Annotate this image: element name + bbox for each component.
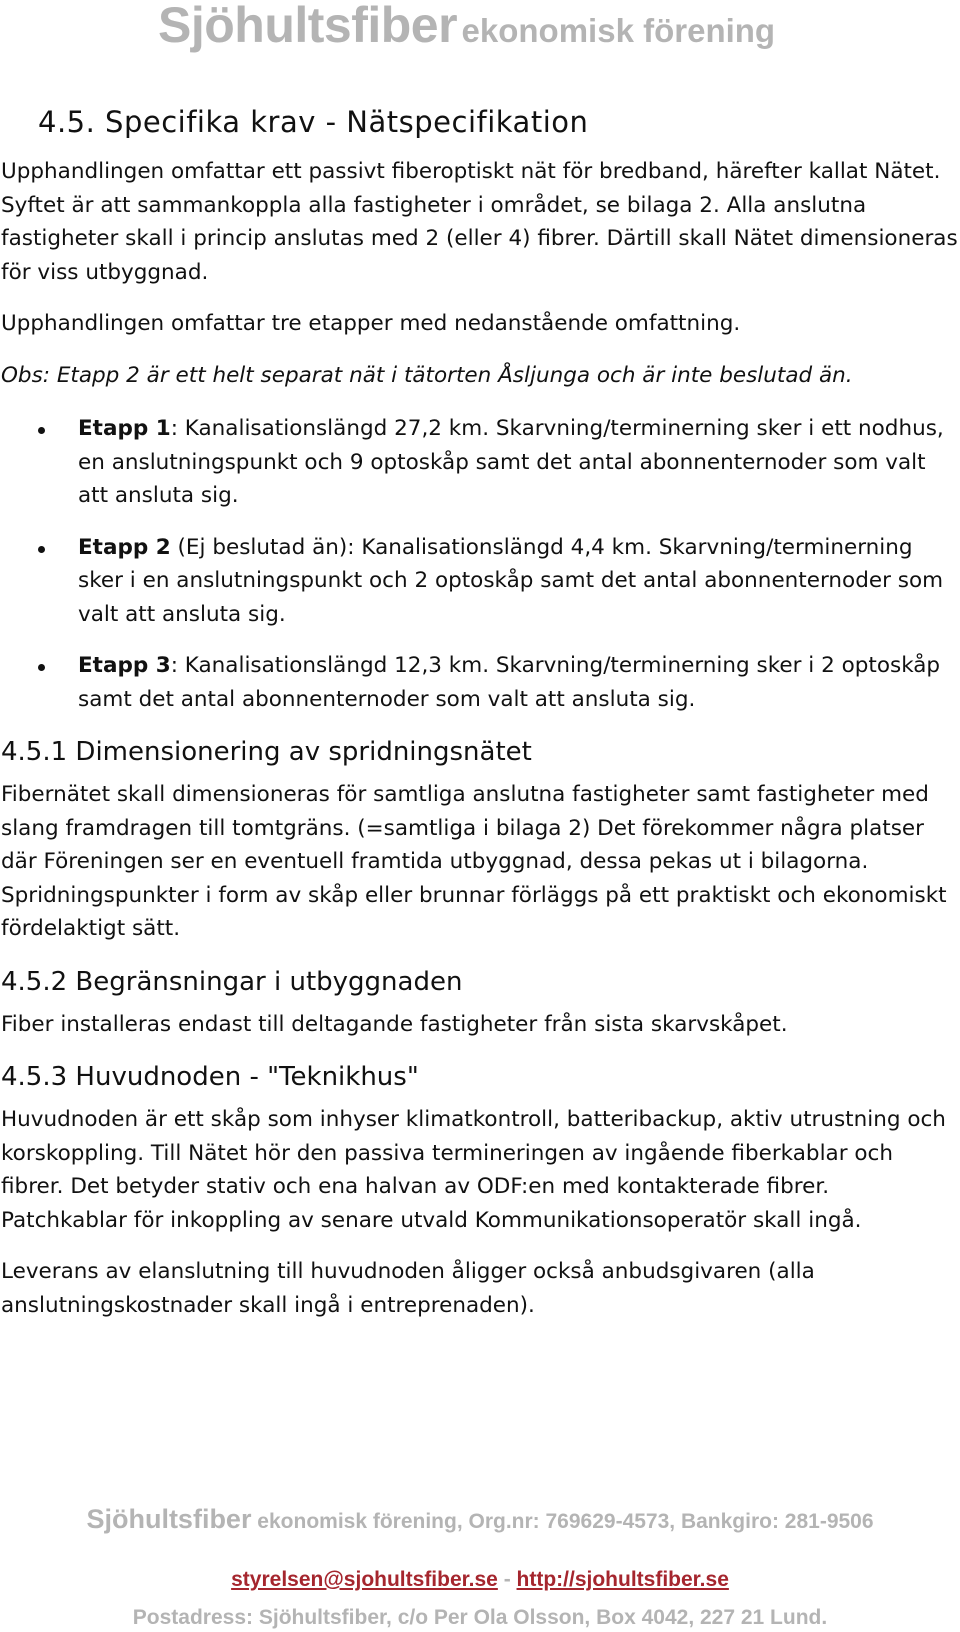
intro-paragraph: Upphandlingen omfattar ett passivt fiberoptiskt nät för bredband, härefter kallat Nätet. Syftet är att sammankoppla alla fastigheter i området, se bilaga 2. Alla anslutna fastigheter skall i princip anslutas med 2 (eller 4) fibrer. Därtill skall Nätet dimensioneras för viss utbyggnad.	[1, 159, 958, 285]
stages-intro: Upphandlingen omfattar tre etapper med nedanstående omfattning.	[1, 311, 741, 336]
letterhead-suffix: ekonomisk förening	[461, 12, 776, 49]
footer-org-details: ekonomisk förening, Org.nr: 769629-4573, Bankgiro: 281-9506	[251, 1510, 874, 1533]
stage-label: Etapp 3	[78, 653, 171, 678]
subsection-text-2: Fiber installeras endast till deltagande fastigheter från sista skarvskåpet.	[1, 1011, 788, 1037]
stage-text: (Ej beslutad än): Kanalisationslängd 4,4 km. Skarvning/terminerning sker i en anslutningspunkt och 2 optoskåp samt det antal abonnenternoder som valt att ansluta sig.	[78, 534, 944, 627]
list-item	[0, 412, 958, 513]
bullet-icon	[38, 664, 45, 671]
subsection-text-3b: Leverans av elanslutning till huvudnoden åligger också anbudsgivaren (alla anslutningskostnader skall ingå i entreprenaden).	[1, 1259, 815, 1318]
stage-label: Etapp 2	[78, 534, 171, 560]
letterhead	[158, 0, 775, 54]
letterhead-name: Sjöhultsfiber	[158, 0, 458, 53]
document-body	[0, 105, 958, 1340]
stage-list	[0, 412, 958, 716]
footer-org-line	[0, 1504, 960, 1535]
subsection-text-3a: Huvudnoden är ett skåp som inhyser klimatkontroll, batteribackup, aktiv utrustning och korskoppling. Till Nätet hör den passiva termineringen av ingående fiberkablar och fibrer. Det betyder stativ och ena halvan av ODF:en med kontakterade fibrer. Patchkablar för inkoppling av senare utvald Kommunikationsoperatör skall ingå.	[1, 1107, 946, 1233]
stage-text: : Kanalisationslängd 12,3 km. Skarvning/terminerning sker i 2 optoskåp samt det antal abonnenternoder som valt att ansluta sig.	[78, 653, 941, 712]
list-item	[0, 649, 958, 716]
stage-label: Etapp 1	[78, 416, 171, 441]
list-item	[0, 531, 958, 632]
footer-address: Postadress: Sjöhultsfiber, c/o Per Ola Olsson, Box 4042, 227 21 Lund.	[132, 1606, 828, 1629]
footer-separator: -	[497, 1568, 517, 1591]
bullet-icon	[38, 546, 45, 553]
subsection-title-3: 4.5.3 Huvudnoden - "Teknikhus"	[1, 1062, 419, 1092]
footer-email-link[interactable]: styrelsen@sjohultsfiber.se	[231, 1568, 498, 1591]
subsection-title-1: 4.5.1 Dimensionering av spridningsnätet	[1, 737, 532, 767]
bullet-icon	[38, 427, 45, 434]
section-title: 4.5. Specifika krav - Nätspecifikation	[38, 105, 589, 139]
footer-website-link[interactable]: http://sjohultsfiber.se	[516, 1568, 729, 1591]
subsection-text-1: Fibernätet skall dimensioneras för samtliga anslutna fastigheter samt fastigheter med slang framdragen till tomtgräns. (=samtliga i bilaga 2) Det förekommer några platser där Föreningen ser en eventuell framtida utbyggnad, dessa pekas ut i bilagorna. Spridningspunkter i form av skåp eller brunnar förläggs på ett praktiskt och ekonomiskt fördelaktigt sätt.	[1, 782, 947, 941]
stage-text: : Kanalisationslängd 27,2 km. Skarvning/terminerning sker i ett nodhus, en anslutningspunkt och 9 optoskåp samt det antal abonnenternoder som valt att ansluta sig.	[78, 416, 944, 508]
footer-name: Sjöhultsfiber	[86, 1504, 252, 1534]
subsection-title-2: 4.5.2 Begränsningar i utbyggnaden	[1, 966, 463, 997]
note-paragraph: Obs: Etapp 2 är ett helt separat nät i tätorten Åsljunga och är inte beslutad än.	[1, 362, 853, 388]
footer-contact-line	[0, 1568, 960, 1592]
